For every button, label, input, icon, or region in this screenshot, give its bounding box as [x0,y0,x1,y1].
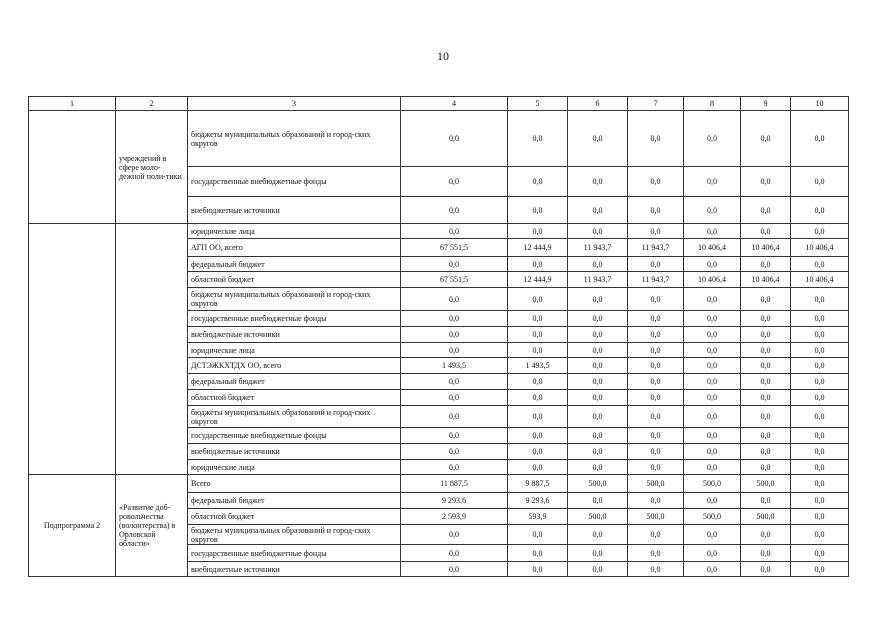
value-cell: 0,0 [401,343,508,358]
value-cell: 0,0 [568,493,628,509]
value-cell: 0,0 [741,390,791,406]
value-cell: 0,0 [741,428,791,444]
value-cell: 0,0 [628,493,684,509]
value-cell: 0,0 [791,390,849,406]
value-cell: 0,0 [628,358,684,374]
value-cell: 0,0 [791,288,849,311]
value-cell: 0,0 [791,406,849,428]
value-cell: 67 551,5 [401,239,508,257]
value-cell: 0,0 [568,343,628,358]
value-cell: 12 444,9 [508,272,568,288]
value-cell: 0,0 [741,406,791,428]
header-cell: 3 [188,97,401,111]
value-cell: 0,0 [684,167,741,197]
row-label: федеральный бюджет [188,493,401,509]
value-cell: 0,0 [628,343,684,358]
value-cell: 0,0 [791,374,849,390]
value-cell: 0,0 [508,406,568,428]
budget-table [28,96,849,577]
value-cell: 0,0 [568,428,628,444]
value-cell: 0,0 [508,311,568,327]
value-cell: 0,0 [508,343,568,358]
row-label: АГП ОО, всего [188,239,401,257]
value-cell: 0,0 [401,428,508,444]
value-cell: 1 493,5 [401,358,508,374]
value-cell: 0,0 [508,111,568,167]
value-cell: 0,0 [741,525,791,545]
value-cell: 500,0 [628,475,684,493]
value-cell: 0,0 [508,525,568,545]
value-cell: 0,0 [741,224,791,239]
row-label: Всего [188,475,401,493]
value-cell: 500,0 [741,475,791,493]
value-cell: 0,0 [628,406,684,428]
value-cell: 0,0 [741,562,791,577]
value-cell: 500,0 [684,509,741,525]
header-cell: 1 [29,97,116,111]
header-row [29,97,849,111]
value-cell: 0,0 [628,311,684,327]
value-cell: 0,0 [741,343,791,358]
table-body [29,97,849,577]
value-cell: 0,0 [508,224,568,239]
header-cell: 2 [116,97,188,111]
value-cell: 0,0 [628,111,684,167]
value-cell: 0,0 [741,358,791,374]
value-cell: 10 406,4 [791,239,849,257]
value-cell: 10 406,4 [741,239,791,257]
value-cell: 0,0 [791,111,849,167]
row-label: федеральный бюджет [188,257,401,272]
value-cell: 0,0 [401,197,508,224]
value-cell: 0,0 [401,545,508,562]
value-cell: 0,0 [568,358,628,374]
value-cell: 0,0 [741,374,791,390]
header-cell: 4 [401,97,508,111]
value-cell: 0,0 [741,545,791,562]
value-cell: 0,0 [628,327,684,343]
value-cell: 0,0 [401,406,508,428]
value-cell: 11 887,5 [401,475,508,493]
row-label: федеральный бюджет [188,374,401,390]
value-cell: 0,0 [568,311,628,327]
value-cell: 0,0 [684,257,741,272]
value-cell: 0,0 [628,545,684,562]
value-cell: 0,0 [401,390,508,406]
value-cell: 0,0 [568,562,628,577]
value-cell: 9 887,5 [508,475,568,493]
value-cell: 0,0 [508,197,568,224]
value-cell: 0,0 [628,257,684,272]
row-label: государственные внебюджетные фонды [188,311,401,327]
value-cell: 0,0 [628,428,684,444]
value-cell: 11 943,7 [568,272,628,288]
value-cell: 9 293,6 [401,493,508,509]
value-cell: 500,0 [741,509,791,525]
row-label: бюджеты муниципальных образований и город-ских округов [188,111,401,167]
value-cell: 0,0 [684,562,741,577]
row-label: областной бюджет [188,272,401,288]
value-cell: 0,0 [568,406,628,428]
value-cell: 9 293,6 [508,493,568,509]
row-label: юридические лица [188,460,401,475]
value-cell: 0,0 [401,224,508,239]
value-cell: 0,0 [508,545,568,562]
value-cell: 0,0 [684,327,741,343]
value-cell: 0,0 [401,444,508,460]
value-cell: 0,0 [791,493,849,509]
value-cell: 0,0 [684,111,741,167]
value-cell: 0,0 [568,545,628,562]
value-cell: 10 406,4 [684,272,741,288]
value-cell: 0,0 [401,374,508,390]
value-cell: 0,0 [508,390,568,406]
value-cell: 0,0 [791,545,849,562]
row-label: внебюджетные источники [188,327,401,343]
subprogram-name: Подпрограмма 2 [29,475,116,577]
value-cell: 0,0 [401,111,508,167]
value-cell: 0,0 [791,343,849,358]
value-cell: 0,0 [791,167,849,197]
measure-description: учреждений в сфере моло-дежной поли-тики [116,111,188,224]
value-cell: 0,0 [741,111,791,167]
value-cell: 0,0 [684,197,741,224]
value-cell: 0,0 [741,257,791,272]
header-cell: 9 [741,97,791,111]
value-cell: 0,0 [741,167,791,197]
value-cell: 0,0 [791,562,849,577]
value-cell: 0,0 [568,525,628,545]
row-label: государственные внебюджетные фонды [188,167,401,197]
value-cell: 0,0 [791,475,849,493]
program-cell [29,224,116,475]
table-row [29,224,849,239]
value-cell: 0,0 [568,111,628,167]
value-cell: 593,9 [508,509,568,525]
program-cell [29,111,116,224]
value-cell: 0,0 [741,197,791,224]
value-cell: 0,0 [568,288,628,311]
row-label: внебюджетные источники [188,444,401,460]
value-cell: 0,0 [791,525,849,545]
page-number: 10 [437,49,449,63]
header-cell: 8 [684,97,741,111]
value-cell: 0,0 [401,288,508,311]
header-cell: 7 [628,97,684,111]
value-cell: 0,0 [791,428,849,444]
value-cell: 0,0 [741,493,791,509]
row-label: областной бюджет [188,509,401,525]
row-label: бюджеты муниципальных образований и город-ских округов [188,406,401,428]
value-cell: 0,0 [628,224,684,239]
table-row [29,475,849,493]
value-cell: 0,0 [628,197,684,224]
value-cell: 0,0 [508,288,568,311]
value-cell: 0,0 [508,428,568,444]
header-cell: 6 [568,97,628,111]
value-cell: 0,0 [628,444,684,460]
value-cell: 0,0 [568,444,628,460]
value-cell: 0,0 [684,545,741,562]
value-cell: 0,0 [568,374,628,390]
value-cell: 0,0 [628,460,684,475]
value-cell: 67 551,5 [401,272,508,288]
value-cell: 0,0 [791,327,849,343]
value-cell: 0,0 [508,444,568,460]
value-cell: 0,0 [791,509,849,525]
value-cell: 0,0 [628,562,684,577]
value-cell: 0,0 [741,444,791,460]
value-cell: 1 493,5 [508,358,568,374]
header-cell: 5 [508,97,568,111]
value-cell: 0,0 [684,288,741,311]
value-cell: 0,0 [741,288,791,311]
row-label: государственные внебюджетные фонды [188,428,401,444]
value-cell: 0,0 [684,444,741,460]
row-label: внебюджетные источники [188,197,401,224]
row-label: юридические лица [188,224,401,239]
value-cell: 0,0 [628,374,684,390]
value-cell: 0,0 [568,197,628,224]
value-cell: 0,0 [684,406,741,428]
value-cell: 10 406,4 [791,272,849,288]
value-cell: 0,0 [568,390,628,406]
value-cell: 0,0 [568,327,628,343]
value-cell: 0,0 [508,257,568,272]
value-cell: 0,0 [684,428,741,444]
row-label: юридические лица [188,343,401,358]
value-cell: 500,0 [628,509,684,525]
value-cell: 0,0 [791,224,849,239]
row-label: государственные внебюджетные фонды [188,545,401,562]
row-label: бюджеты муниципальных образований и город-ских округов [188,525,401,545]
value-cell: 0,0 [791,197,849,224]
value-cell: 0,0 [628,167,684,197]
value-cell: 500,0 [684,475,741,493]
value-cell: 0,0 [568,167,628,197]
row-label: ДСТЭЖКХТДХ ОО, всего [188,358,401,374]
value-cell: 0,0 [508,374,568,390]
value-cell: 0,0 [684,493,741,509]
value-cell: 12 444,9 [508,239,568,257]
value-cell: 500,0 [568,509,628,525]
value-cell: 0,0 [508,460,568,475]
value-cell: 0,0 [401,167,508,197]
header-cell: 10 [791,97,849,111]
value-cell: 0,0 [684,390,741,406]
value-cell: 0,0 [568,460,628,475]
value-cell: 0,0 [791,460,849,475]
value-cell: 0,0 [628,525,684,545]
value-cell: 0,0 [401,327,508,343]
value-cell: 0,0 [791,444,849,460]
value-cell: 0,0 [568,224,628,239]
value-cell: 10 406,4 [684,239,741,257]
value-cell: 10 406,4 [741,272,791,288]
value-cell: 0,0 [568,257,628,272]
subprogram-title: «Развитие доб-ровольчества (волонтерства) в Орловской области» [116,475,188,577]
value-cell: 0,0 [401,525,508,545]
value-cell: 0,0 [791,257,849,272]
value-cell: 500,0 [568,475,628,493]
value-cell: 0,0 [741,327,791,343]
value-cell: 0,0 [684,374,741,390]
value-cell: 0,0 [684,343,741,358]
value-cell: 0,0 [401,460,508,475]
value-cell: 0,0 [741,460,791,475]
table-row [29,111,849,167]
value-cell: 0,0 [628,390,684,406]
value-cell: 0,0 [508,327,568,343]
value-cell: 0,0 [791,311,849,327]
value-cell: 0,0 [684,224,741,239]
value-cell: 0,0 [791,358,849,374]
row-label: бюджеты муниципальных образований и город-ских округов [188,288,401,311]
value-cell: 11 943,7 [568,239,628,257]
value-cell: 0,0 [401,562,508,577]
value-cell: 0,0 [401,311,508,327]
value-cell: 0,0 [401,257,508,272]
measure-cell [116,224,188,475]
value-cell: 0,0 [508,562,568,577]
value-cell: 0,0 [628,288,684,311]
value-cell: 0,0 [741,311,791,327]
row-label: областной бюджет [188,390,401,406]
value-cell: 0,0 [684,460,741,475]
value-cell: 0,0 [684,358,741,374]
value-cell: 2 593,9 [401,509,508,525]
value-cell: 0,0 [684,311,741,327]
value-cell: 11 943,7 [628,239,684,257]
value-cell: 0,0 [508,167,568,197]
value-cell: 0,0 [684,525,741,545]
value-cell: 11 943,7 [628,272,684,288]
row-label: внебюджетные источники [188,562,401,577]
